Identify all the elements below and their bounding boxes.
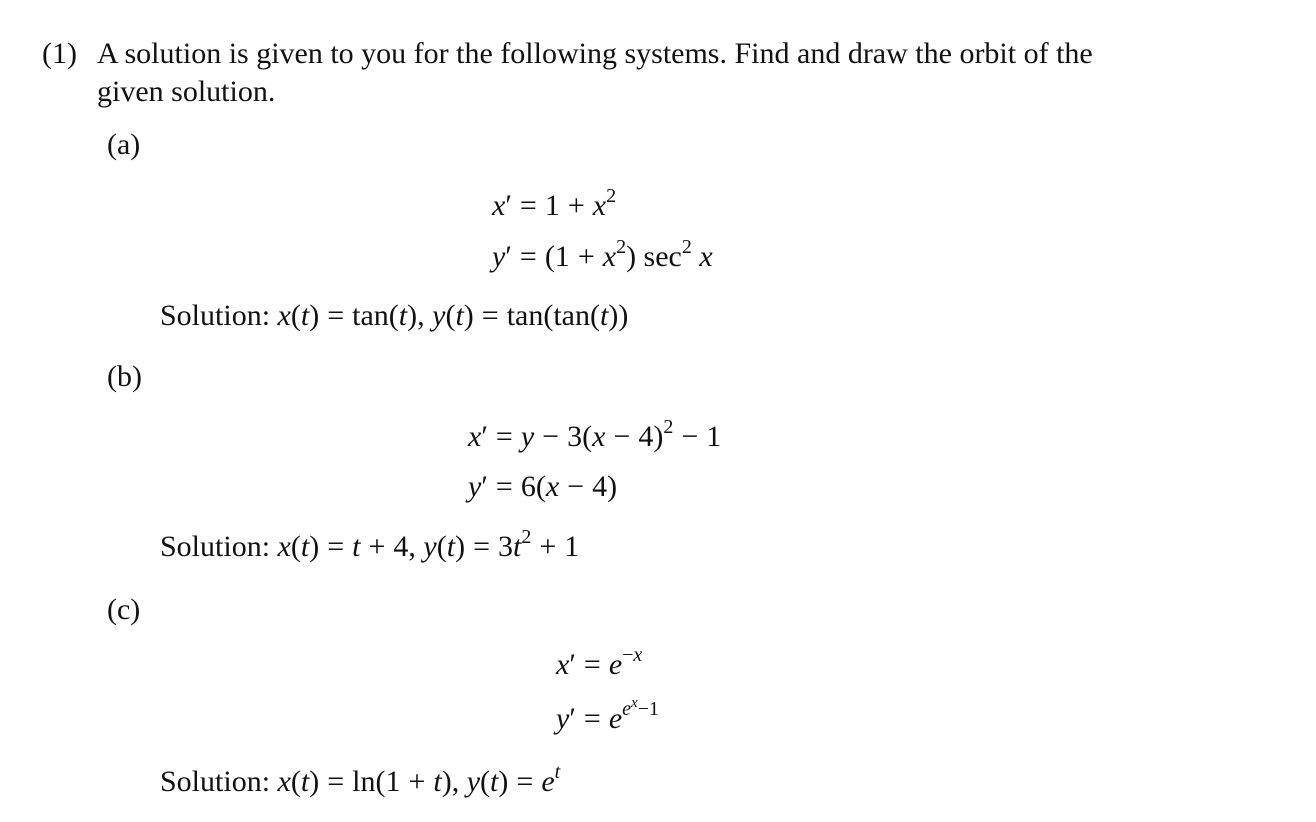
part-b-solution-label: Solution: <box>160 530 271 563</box>
part-a-solution <box>160 301 628 331</box>
part-c-equation-x: $x' = e^{-x}$ <box>556 644 643 681</box>
part-a-solution-label: Solution: <box>160 299 271 332</box>
part-a-equation-x: $x' = 1 + x^2$ <box>492 185 617 222</box>
part-b-equation-y: y′ = 6(x − 4) <box>468 470 618 503</box>
part-c-equation-y: $y' = e^{e^x-1}$ <box>556 695 659 735</box>
problem-intro-line-1: A solution is given to you for the following systems. Find and draw the orbit of the <box>97 37 1093 70</box>
part-a-solution-text: x(t) = tan(t), y(t) = tan(tan(t)) <box>277 299 629 332</box>
part-c-solution-text: x(t) = ln(1 + t), $y(t) = e^t$ <box>277 761 561 798</box>
part-c-label: (c) <box>107 593 141 626</box>
part-b-solution-text: x(t) = t + 4, $y(t) = 3t^2 + 1$ <box>277 526 580 563</box>
part-c-solution-label: Solution: <box>160 765 271 798</box>
part-c-solution <box>160 761 561 798</box>
part-b-solution <box>160 526 580 563</box>
problem-intro-line-2: given solution. <box>97 75 276 108</box>
part-b-label: (b) <box>107 360 142 393</box>
problem-number: (1) <box>42 37 77 70</box>
part-b-equation-x: $x' = y - 3(x - 4)^2 - 1$ <box>468 416 722 453</box>
part-a-label: (a) <box>107 128 141 161</box>
part-a-equation-y: $y' = (1 + x^2)$ $\sec^2 x$ <box>492 236 713 273</box>
